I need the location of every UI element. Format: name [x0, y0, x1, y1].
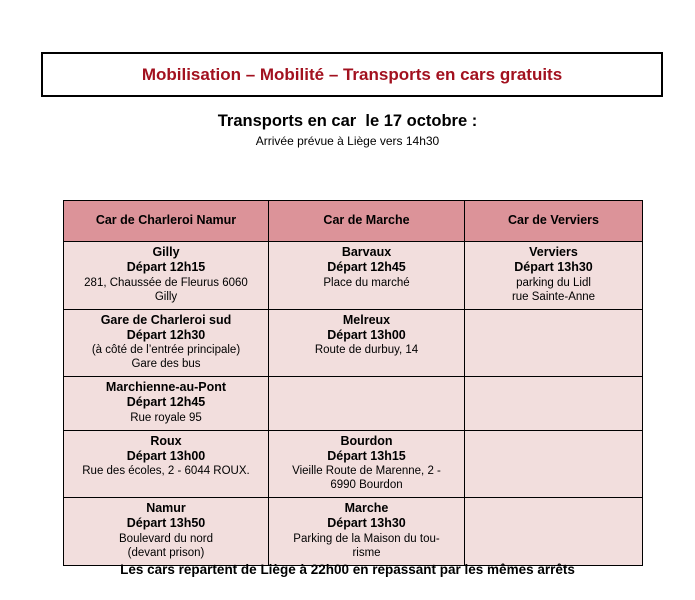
stop-address-line: parking du Lidl: [516, 276, 591, 289]
stop-time: Départ 12h30: [126, 327, 206, 342]
stop-address-line: Vieille Route de Marenne, 2 -: [292, 465, 441, 478]
stop-city: Barvaux: [341, 245, 392, 259]
stop-address-line: 6990 Bourdon: [330, 479, 403, 492]
stop-cell: [64, 498, 269, 566]
heading-block: [0, 112, 695, 148]
title-banner: [41, 52, 663, 97]
column-header-verviers: Car de Verviers: [465, 201, 643, 242]
footer-note: Les cars repartent de Liège à 22h00 en repassant par les mêmes arrêts: [120, 562, 575, 577]
stop-cell: [64, 242, 269, 310]
column-header-marche: Car de Marche: [269, 201, 465, 242]
stop-city: Verviers: [529, 245, 578, 259]
table-header-row: [64, 201, 643, 242]
stop-city: Marche: [344, 501, 389, 516]
stop-address-line: Parking de la Maison du tou-: [293, 532, 440, 545]
stop-cell: [269, 242, 465, 310]
stop-address-line: Boulevard du nord: [119, 532, 213, 545]
stop-cell: [64, 430, 269, 498]
stop-address-line: (à côté de l’entrée principale): [91, 344, 241, 357]
stop-cell: [64, 377, 269, 431]
stop-cell-empty: [465, 498, 643, 566]
stop-city: Gilly: [152, 245, 180, 259]
stop-address-line: rue Sainte-Anne: [511, 290, 596, 303]
stop-city: Roux: [150, 433, 182, 448]
page-title: Mobilisation – Mobilité – Transports en cars gratuits: [141, 64, 563, 84]
stop-address-line: (devant prison): [127, 546, 205, 559]
stop-time: Départ 13h00: [327, 327, 406, 342]
stop-address-line: Route de durbuy, 14: [314, 344, 419, 357]
stop-address-line: Place du marché: [323, 276, 410, 289]
table-row: [64, 242, 643, 310]
stop-cell-empty: [269, 377, 465, 431]
heading-sub: Arrivée prévue à Liège vers 14h30: [255, 134, 440, 148]
column-header-charleroi-namur: Car de Charleroi Namur: [64, 201, 269, 242]
table-row: [64, 377, 643, 431]
table-row: [64, 498, 643, 566]
stop-cell: [269, 498, 465, 566]
stop-address-line: Rue royale 95: [130, 411, 202, 424]
table-row: [64, 430, 643, 498]
stop-time: Départ 12h45: [327, 260, 406, 275]
stop-address-line: Gilly: [154, 290, 178, 303]
stop-time: Départ 13h00: [126, 448, 206, 463]
departures-table: [63, 200, 643, 566]
stop-cell-empty: [465, 377, 643, 431]
stop-city: Melreux: [342, 312, 391, 327]
table-body: [64, 242, 643, 566]
stop-time: Départ 13h30: [514, 260, 593, 275]
table-row: [64, 309, 643, 377]
stop-cell: [269, 309, 465, 377]
stop-city: Bourdon: [340, 433, 393, 448]
stop-cell: [465, 242, 643, 310]
stop-time: Départ 12h15: [126, 260, 206, 275]
stop-cell: [64, 309, 269, 377]
stop-time: Départ 12h45: [126, 395, 206, 410]
stop-cell: [269, 430, 465, 498]
stop-address-line: Gare des bus: [131, 358, 201, 371]
stop-address-line: Rue des écoles, 2 - 6044 ROUX.: [82, 465, 250, 478]
stop-cell-empty: [465, 309, 643, 377]
stop-time: Départ 13h15: [327, 448, 406, 463]
stop-time: Départ 13h30: [327, 516, 406, 531]
stop-city: Marchienne-au-Pont: [105, 380, 227, 395]
stop-address-line: 281, Chaussée de Fleurus 6060: [84, 276, 248, 289]
stop-address-line: risme: [352, 546, 381, 559]
stop-time: Départ 13h50: [126, 516, 206, 531]
stop-city: Namur: [146, 501, 186, 516]
heading-main: Transports en car le 17 octobre :: [217, 112, 478, 130]
stop-cell-empty: [465, 430, 643, 498]
stop-city: Gare de Charleroi sud: [100, 312, 232, 327]
